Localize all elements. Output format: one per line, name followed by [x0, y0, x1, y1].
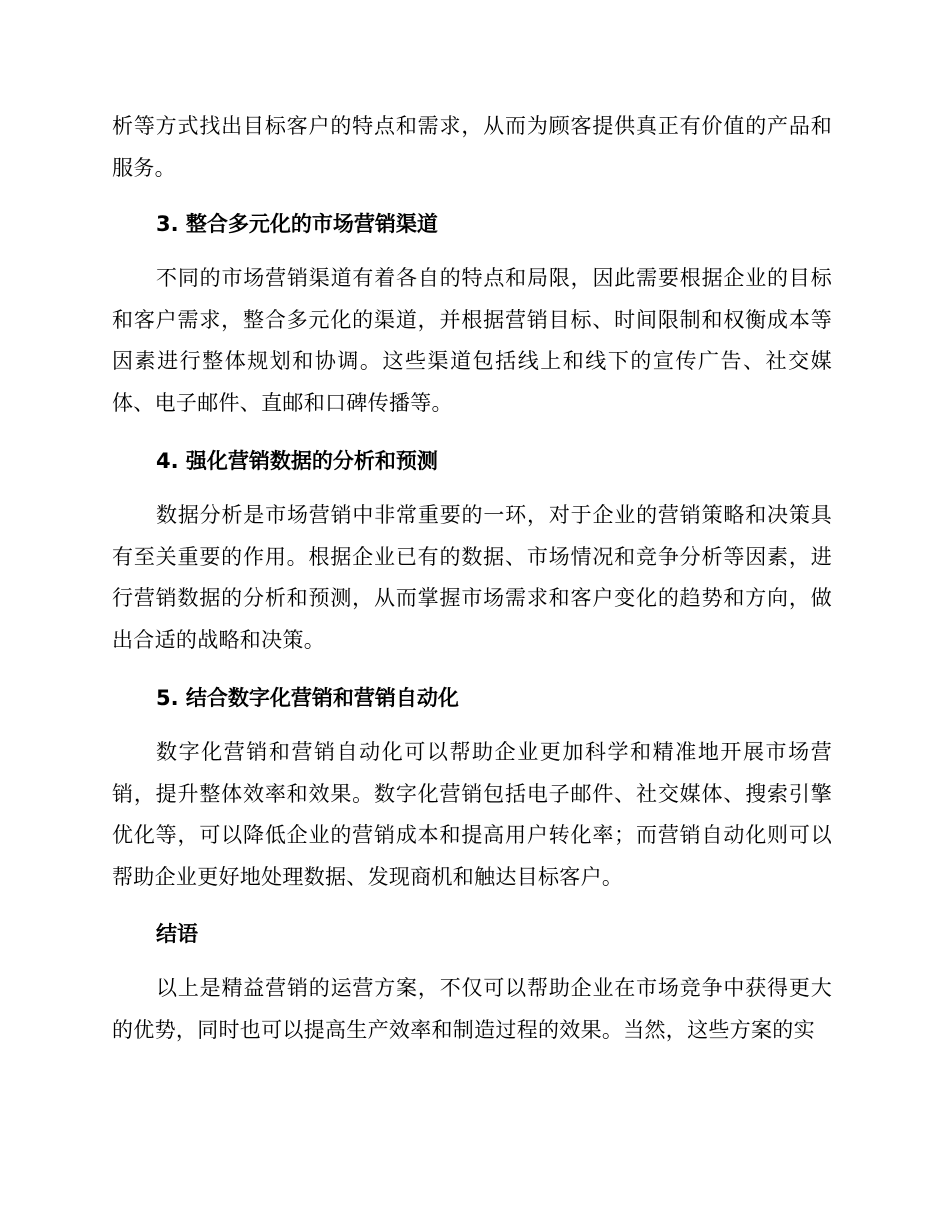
section-heading-data-analysis: 4. 强化营销数据的分析和预测: [156, 449, 438, 473]
section-heading-conclusion: 结语: [156, 922, 198, 946]
section-body-channels: 不同的市场营销渠道有着各自的特点和局限，因此需要根据企业的目标和客户需求，整合多元化的渠道，并根据营销目标、时间限制和权衡成本等因素进行整体规划和协调。这些渠道包括线上和线下的宣传广告、社交媒体、电子邮件、直邮和口碑传播等。: [112, 266, 832, 415]
section-heading-channels: 3. 整合多元化的市场营销渠道: [156, 212, 438, 236]
section-heading-digital-marketing: 5. 结合数字化营销和营销自动化: [156, 686, 459, 710]
section-body-digital-marketing: 数字化营销和营销自动化可以帮助企业更加科学和精准地开展市场营销，提升整体效率和效果。数字化营销包括电子邮件、社交媒体、搜索引擎优化等，可以降低企业的营销成本和提高用户转化率；而营销自动化则可以帮助企业更好地处理数据、发现商机和触达目标客户。: [112, 740, 832, 889]
continuation-paragraph: 析等方式找出目标客户的特点和需求，从而为顾客提供真正有价值的产品和服务。: [112, 114, 832, 180]
section-body-conclusion: 以上是精益营销的运营方案，不仅可以帮助企业在市场竞争中获得更大的优势，同时也可以提高生产效率和制造过程的效果。当然，这些方案的实: [112, 976, 832, 1042]
section-body-data-analysis: 数据分析是市场营销中非常重要的一环，对于企业的营销策略和决策具有至关重要的作用。根据企业已有的数据、市场情况和竞争分析等因素，进行营销数据的分析和预测，从而掌握市场需求和客户变化的趋势和方向，做出合适的战略和决策。: [112, 503, 832, 652]
